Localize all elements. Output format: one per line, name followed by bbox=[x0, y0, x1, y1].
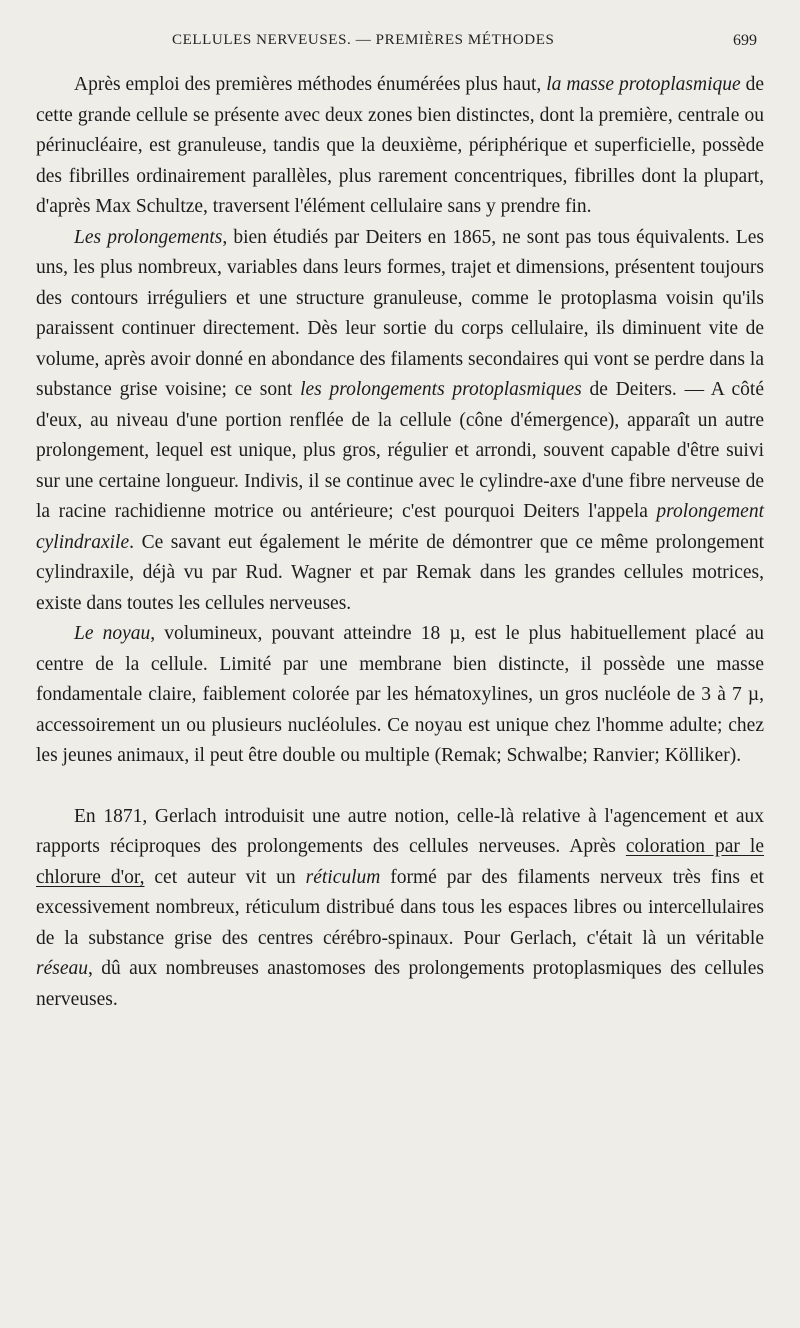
running-title: CELLULES NERVEUSES. — PREMIÈRES MÉTHODES bbox=[172, 32, 555, 48]
text-run: formé par des filaments nerveux très fins et excessivement nombreux, réticulum distribué dans tous les espaces libres ou intercellulaires de la substance grise des centres cérébro-spinaux. Pour Gerlach, c'était là un véritable bbox=[36, 866, 764, 949]
paragraph-protoplasm bbox=[36, 70, 764, 223]
underlined-phrase: coloration par le chlorure d'or, bbox=[36, 836, 765, 888]
text-run: , volumineux, pouvant atteindre 18 µ, est le plus habituellement placé au centre de la cellule. Limité par une membrane bien distincte, il possède une masse fondamentale claire, faiblement colorée par les hématoxylines, un gros nucléole de 3 à 7 µ, accessoirement un ou plusieurs nucléolules. Ce noyau est unique chez l'homme adulte; chez les jeunes animaux, il peut être double ou multiple (Remak; Schwalbe; Ranvier; Kölliker). bbox=[36, 623, 764, 766]
text-run: , dû aux nombreuses anastomoses des prolongements protoplasmiques des cellules nerveuses. bbox=[36, 958, 764, 1010]
text-run: de Deiters. — A côté d'eux, au niveau d'une portion renflée de la cellule (cône d'émergence), apparaît un autre prolongement, lequel est unique, plus gros, régulier et arrondi, souvent capable d'être suivi sur une certaine longueur. Indivis, il se continue avec le cylindre-axe d'une fibre nerveuse de la racine rachidienne motrice ou antérieure; c'est pourquoi Deiters l'appela bbox=[36, 379, 764, 522]
paragraph-gerlach bbox=[36, 802, 764, 1016]
paragraph-noyau bbox=[36, 619, 764, 772]
page-body bbox=[36, 70, 764, 1015]
italic-term: prolongement cylindraxile bbox=[36, 501, 764, 553]
italic-term: la masse protoplasmique bbox=[546, 74, 741, 95]
italic-term: réseau bbox=[36, 958, 88, 979]
text-run: Après emploi des premières méthodes énumérées plus haut, bbox=[74, 74, 547, 95]
italic-term: réticulum bbox=[305, 866, 381, 888]
paragraph-prolongements bbox=[36, 223, 764, 620]
page-number: 699 bbox=[733, 32, 757, 49]
italic-term: Le noyau bbox=[74, 623, 151, 644]
italic-term: Les prolongements bbox=[74, 226, 223, 248]
text-run: , bien étudiés par Deiters en 1865, ne sont pas tous équivalents. Les uns, les plus nombreux, variables dans leurs formes, trajet et dimensions, présentent toujours des contours irréguliers et une structure granuleuse, comme le protoplasma voisin qu'ils paraissent continuer directement. Dès leur sortie du corps cellulaire, ils diminuent vite de volume, après avoir donné en abondance des filaments secondaires qui vont se perdre dans la substance grise voisine; ce sont bbox=[36, 226, 764, 400]
page-header bbox=[0, 32, 800, 56]
text-run: cet auteur vit un bbox=[144, 866, 306, 888]
text-run: En 1871, Gerlach introduisit une autre notion, celle-là relative à l'agencement et aux rapports réciproques des prolongements des cellules nerveuses. Après bbox=[36, 805, 764, 857]
text-run: de cette grande cellule se présente avec deux zones bien distinctes, dont la première, centrale ou périnucléaire, est granuleuse, tandis que la deuxième, périphérique et superficielle, possède des fibrilles ordinairement parallèles, plus rarement concentriques, fibrilles dont la plupart, d'après Max Schultze, traversent l'élément cellulaire sans y prendre fin. bbox=[36, 74, 765, 217]
italic-term: les prolongements protoplasmiques bbox=[300, 379, 582, 400]
text-run: . Ce savant eut également le mérite de démontrer que ce même prolongement cylindraxile, déjà vu par Rud. Wagner et par Remak dans les grandes cellules motrices, existe dans toutes les cellules nerveuses. bbox=[36, 531, 764, 614]
